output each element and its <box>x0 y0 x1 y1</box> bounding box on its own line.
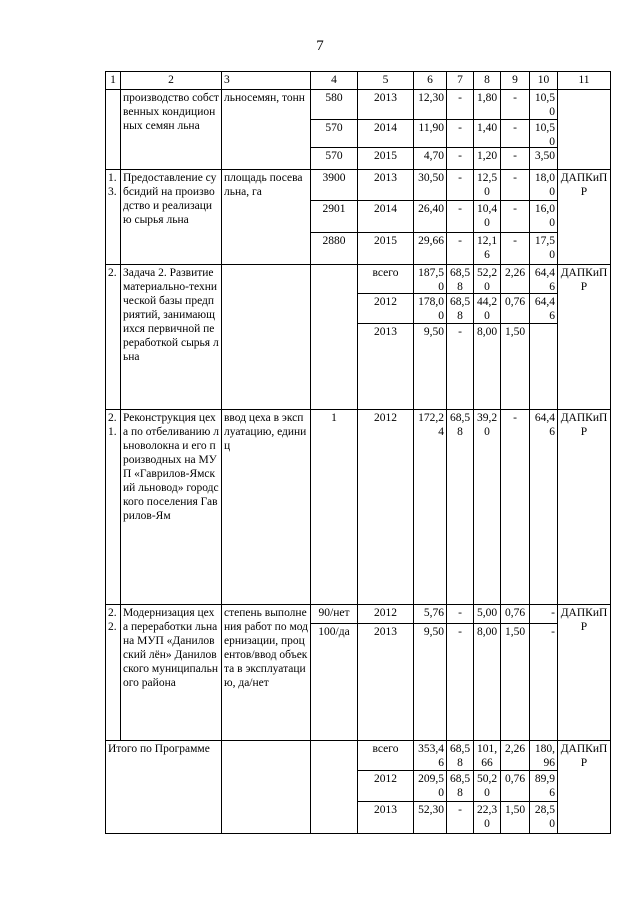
cell-r1-title: производство собственных кондиционных семян льна <box>120 89 222 170</box>
cell-r7-local: 2,26 <box>500 264 530 294</box>
cell-r14-year: 2012 <box>357 770 414 802</box>
cell-r12-federal: - <box>446 623 474 741</box>
cell-r15-other: 28,50 <box>529 801 558 834</box>
cell-r4-target-value: 3900 <box>310 169 358 201</box>
cell-r5-year: 2014 <box>357 200 414 233</box>
cell-r5-target-value: 2901 <box>310 200 358 233</box>
cell-r14-total: 209,50 <box>413 770 447 802</box>
cell-r0-federal: 7 <box>446 71 474 90</box>
cell-r13-local: 2,26 <box>500 740 530 771</box>
cell-r11-regional: 5,00 <box>473 604 501 624</box>
cell-r0-indicator: 3 <box>221 71 311 90</box>
cell-r4-other: 18,00 <box>529 169 558 201</box>
cell-r10-year: 2012 <box>357 409 414 605</box>
cell-r12-year: 2013 <box>357 623 414 741</box>
cell-r6-federal: - <box>446 232 474 265</box>
cell-r6-other: 17,50 <box>529 232 558 265</box>
cell-r3-total: 4,70 <box>413 147 447 170</box>
page-number: 7 <box>316 38 324 54</box>
cell-r0-regional: 8 <box>473 71 501 90</box>
cell-r0-target-value: 4 <box>310 71 358 90</box>
cell-r1-executor <box>557 89 611 170</box>
cell-r13-index: Итого по Программе <box>105 740 222 834</box>
cell-r7-regional: 52,20 <box>473 264 501 294</box>
cell-r14-local: 0,76 <box>500 770 530 802</box>
cell-r3-federal: - <box>446 147 474 170</box>
cell-r0-executor: 11 <box>557 71 611 90</box>
cell-r4-indicator: площадь посева льна, га <box>221 169 311 265</box>
cell-r11-other: - <box>529 604 558 624</box>
cell-r10-other: 64,46 <box>529 409 558 605</box>
cell-r7-index: 2. <box>105 264 121 410</box>
cell-r4-total: 30,50 <box>413 169 447 201</box>
cell-r4-index: 1.3. <box>105 169 121 265</box>
cell-r0-title: 2 <box>120 71 222 90</box>
cell-r2-target-value: 570 <box>310 119 358 148</box>
cell-r5-total: 26,40 <box>413 200 447 233</box>
cell-r11-year: 2012 <box>357 604 414 624</box>
cell-r15-federal: - <box>446 801 474 834</box>
cell-r1-year: 2013 <box>357 89 414 120</box>
cell-r10-total: 172,24 <box>413 409 447 605</box>
cell-r6-regional: 12,16 <box>473 232 501 265</box>
cell-r2-other: 10,50 <box>529 119 558 148</box>
cell-r3-year: 2015 <box>357 147 414 170</box>
cell-r11-title: Модернизация цеха переработки льна на МУП «Даниловский лён» Даниловского муниципального района <box>120 604 222 741</box>
cell-r1-total: 12,30 <box>413 89 447 120</box>
cell-r5-federal: - <box>446 200 474 233</box>
cell-r2-federal: - <box>446 119 474 148</box>
cell-r10-index: 2.1. <box>105 409 121 605</box>
cell-r7-executor: ДАПКиПР <box>557 264 611 410</box>
cell-r1-index <box>105 89 121 170</box>
cell-r12-regional: 8,00 <box>473 623 501 741</box>
cell-r6-total: 29,66 <box>413 232 447 265</box>
cell-r10-executor: ДАПКиПР <box>557 409 611 605</box>
cell-r10-title: Реконструкция цеха по отбеливанию льноволокна и его производных на МУП «Гаврилов-Ямский льновод» городского поселения Гаврилов-Ям <box>120 409 222 605</box>
cell-r12-other: - <box>529 623 558 741</box>
cell-r11-executor: ДАПКиПР <box>557 604 611 741</box>
cell-r8-year: 2012 <box>357 293 414 324</box>
cell-r6-year: 2015 <box>357 232 414 265</box>
cell-r9-local: 1,50 <box>500 323 530 410</box>
cell-r13-indicator <box>221 740 311 834</box>
cell-r15-total: 52,30 <box>413 801 447 834</box>
cell-r13-total: 353,46 <box>413 740 447 771</box>
cell-r10-federal: 68,58 <box>446 409 474 605</box>
cell-r10-regional: 39,20 <box>473 409 501 605</box>
cell-r14-other: 89,96 <box>529 770 558 802</box>
cell-r10-indicator: ввод цеха в эксплуатацию, единиц <box>221 409 311 605</box>
cell-r0-index: 1 <box>105 71 121 90</box>
cell-r10-local: - <box>500 409 530 605</box>
cell-r3-target-value: 570 <box>310 147 358 170</box>
cell-r0-total: 6 <box>413 71 447 90</box>
cell-r8-regional: 44,20 <box>473 293 501 324</box>
cell-r12-total: 9,50 <box>413 623 447 741</box>
cell-r3-local: - <box>500 147 530 170</box>
cell-r3-regional: 1,20 <box>473 147 501 170</box>
cell-r7-target-value <box>310 264 358 410</box>
cell-r6-local: - <box>500 232 530 265</box>
cell-r4-local: - <box>500 169 530 201</box>
cell-r8-federal: 68,58 <box>446 293 474 324</box>
cell-r2-regional: 1,40 <box>473 119 501 148</box>
cell-r7-total: 187,50 <box>413 264 447 294</box>
cell-r13-federal: 68,58 <box>446 740 474 771</box>
cell-r7-other: 64,46 <box>529 264 558 294</box>
cell-r9-other <box>529 323 558 410</box>
cell-r7-title: Задача 2. Развитие материально-технической базы предприятий, занимающихся первичной переработкой сырья льна <box>120 264 222 410</box>
cell-r8-other: 64,46 <box>529 293 558 324</box>
cell-r11-indicator: степень выполнения работ по модернизации, процентов/ввод объекта в эксплуатацию, да/нет <box>221 604 311 741</box>
cell-r13-other: 180,96 <box>529 740 558 771</box>
cell-r1-target-value: 580 <box>310 89 358 120</box>
cell-r2-total: 11,90 <box>413 119 447 148</box>
cell-r4-executor: ДАПКиПР <box>557 169 611 265</box>
cell-r9-federal: - <box>446 323 474 410</box>
cell-r13-target-value <box>310 740 358 834</box>
cell-r1-indicator: льносемян, тонн <box>221 89 311 170</box>
cell-r4-federal: - <box>446 169 474 201</box>
cell-r9-year: 2013 <box>357 323 414 410</box>
cell-r8-total: 178,00 <box>413 293 447 324</box>
cell-r14-federal: 68,58 <box>446 770 474 802</box>
cell-r1-local: - <box>500 89 530 120</box>
cell-r4-regional: 12,50 <box>473 169 501 201</box>
cell-r13-year: всего <box>357 740 414 771</box>
cell-r1-federal: - <box>446 89 474 120</box>
cell-r5-other: 16,00 <box>529 200 558 233</box>
cell-r15-year: 2013 <box>357 801 414 834</box>
cell-r13-regional: 101,66 <box>473 740 501 771</box>
cell-r11-target-value: 90/нет <box>310 604 358 624</box>
cell-r11-federal: - <box>446 604 474 624</box>
cell-r10-target-value: 1 <box>310 409 358 605</box>
cell-r12-target-value: 100/да <box>310 623 358 741</box>
cell-r12-local: 1,50 <box>500 623 530 741</box>
cell-r7-federal: 68,58 <box>446 264 474 294</box>
cell-r0-other: 10 <box>529 71 558 90</box>
cell-r1-other: 10,50 <box>529 89 558 120</box>
cell-r11-index: 2.2. <box>105 604 121 741</box>
cell-r15-local: 1,50 <box>500 801 530 834</box>
cell-r9-regional: 8,00 <box>473 323 501 410</box>
cell-r9-total: 9,50 <box>413 323 447 410</box>
cell-r5-local: - <box>500 200 530 233</box>
cell-r4-title: Предоставление субсидий на производство и реализацию сырья льна <box>120 169 222 265</box>
cell-r11-local: 0,76 <box>500 604 530 624</box>
cell-r14-regional: 50,20 <box>473 770 501 802</box>
cell-r2-local: - <box>500 119 530 148</box>
cell-r1-regional: 1,80 <box>473 89 501 120</box>
cell-r5-regional: 10,40 <box>473 200 501 233</box>
cell-r0-local: 9 <box>500 71 530 90</box>
cell-r8-local: 0,76 <box>500 293 530 324</box>
cell-r13-executor: ДАПКиПР <box>557 740 611 834</box>
cell-r2-year: 2014 <box>357 119 414 148</box>
cell-r3-other: 3,50 <box>529 147 558 170</box>
cell-r6-target-value: 2880 <box>310 232 358 265</box>
cell-r7-indicator <box>221 264 311 410</box>
cell-r11-total: 5,76 <box>413 604 447 624</box>
cell-r7-year: всего <box>357 264 414 294</box>
cell-r4-year: 2013 <box>357 169 414 201</box>
cell-r15-regional: 22,30 <box>473 801 501 834</box>
cell-r0-year: 5 <box>357 71 414 90</box>
